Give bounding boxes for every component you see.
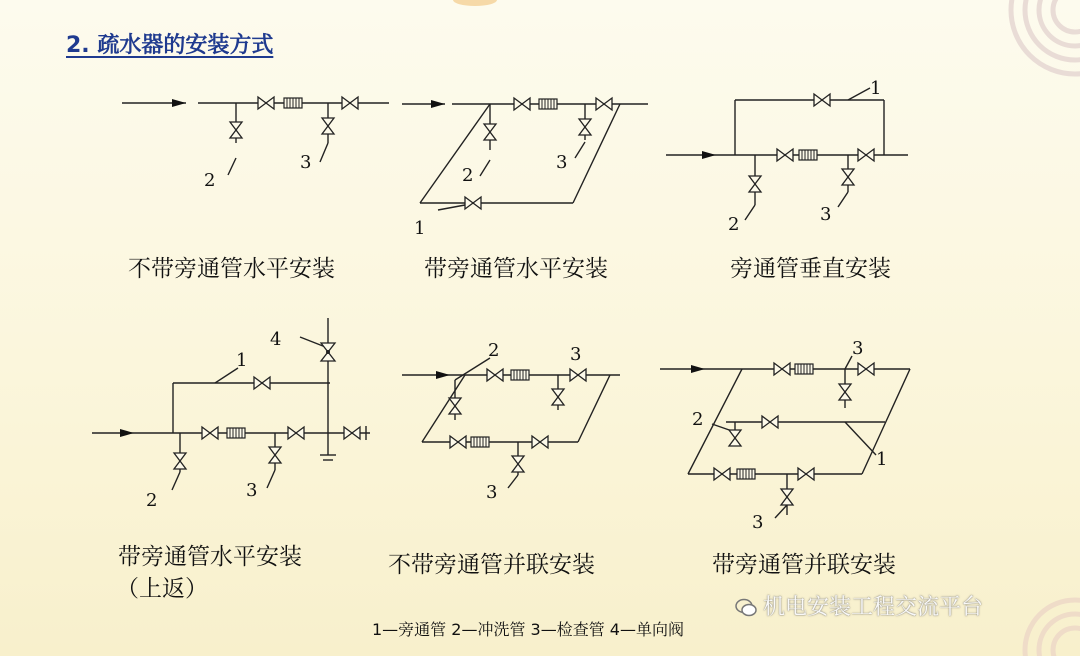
gate-valve [774, 363, 790, 375]
gate-valve [288, 427, 304, 439]
steam-trap [471, 437, 489, 447]
bypass-pipe [420, 104, 490, 203]
check-valve [512, 456, 524, 472]
flush-valve [230, 122, 242, 138]
label-2: 2 [692, 409, 704, 430]
wechat-icon [735, 597, 757, 619]
label-3: 3 [820, 204, 832, 225]
gate-valve [344, 427, 360, 439]
steam-trap [227, 428, 245, 438]
bypass-valve [465, 197, 481, 209]
flush-valve [484, 124, 496, 140]
bypass-valve [814, 94, 830, 106]
caption-bypass-horizontal-upturn: 带旁通管水平安装 [118, 544, 302, 570]
flush-valve [174, 453, 186, 469]
label-1: 1 [876, 449, 888, 470]
check-valve [269, 447, 281, 463]
gate-valve [487, 369, 503, 381]
flush-valve [449, 398, 461, 414]
gate-valve [714, 468, 730, 480]
bypass-valve [254, 377, 270, 389]
gate-valve [596, 98, 612, 110]
label-1: 1 [236, 350, 248, 371]
gate-valve [798, 468, 814, 480]
label-4: 4 [270, 329, 282, 350]
steam-trap [284, 98, 302, 108]
label-3: 3 [556, 152, 568, 173]
check-valve [552, 389, 564, 405]
steam-trap [539, 99, 557, 109]
caption-bypass-vertical: 旁通管垂直安装 [730, 256, 891, 282]
check-valve [842, 169, 854, 185]
gate-valve [514, 98, 530, 110]
gate-valve [858, 149, 874, 161]
gate-valve [202, 427, 218, 439]
gate-valve [258, 97, 274, 109]
caption-bypass-parallel: 带旁通管并联安装 [712, 552, 896, 578]
check-valve [781, 489, 793, 505]
flush-valve [729, 430, 741, 446]
check-valve [322, 118, 334, 134]
gate-valve [777, 149, 793, 161]
watermark-text: 机电安装工程交流平台 [763, 595, 984, 620]
flush-valve [749, 176, 761, 192]
label-2: 2 [728, 214, 740, 235]
bypass-valve [762, 416, 778, 428]
label-2: 2 [146, 490, 158, 511]
label-2: 2 [488, 340, 500, 361]
caption-bypass-horizontal: 带旁通管水平安装 [424, 256, 608, 282]
steam-trap [511, 370, 529, 380]
check-valve [321, 343, 335, 361]
label-2: 2 [204, 170, 216, 191]
label-3: 3 [486, 482, 498, 503]
gate-valve [450, 436, 466, 448]
watermark [735, 590, 983, 621]
page-title: 2. 疏水器的安装方式 [66, 33, 274, 58]
legend: 1—旁通管 2—冲洗管 3—检查管 4—单向阀 [372, 620, 684, 639]
steam-trap [799, 150, 817, 160]
gate-valve [532, 436, 548, 448]
label-3: 3 [300, 152, 312, 173]
caption-upturn-note: （上返） [116, 576, 208, 602]
label-1: 1 [870, 78, 882, 99]
label-3: 3 [852, 338, 864, 359]
gate-valve [342, 97, 358, 109]
steam-trap [737, 469, 755, 479]
check-valve [579, 119, 591, 135]
gate-valve [570, 369, 586, 381]
label-2: 2 [462, 165, 474, 186]
gate-valve [858, 363, 874, 375]
caption-no-bypass-horizontal: 不带旁通管水平安装 [128, 256, 335, 282]
check-valve [839, 384, 851, 400]
label-3: 3 [570, 344, 582, 365]
steam-trap [795, 364, 813, 374]
label-3: 3 [752, 512, 764, 533]
label-1: 1 [414, 218, 426, 239]
caption-no-bypass-parallel: 不带旁通管并联安装 [388, 552, 595, 578]
label-3: 3 [246, 480, 258, 501]
